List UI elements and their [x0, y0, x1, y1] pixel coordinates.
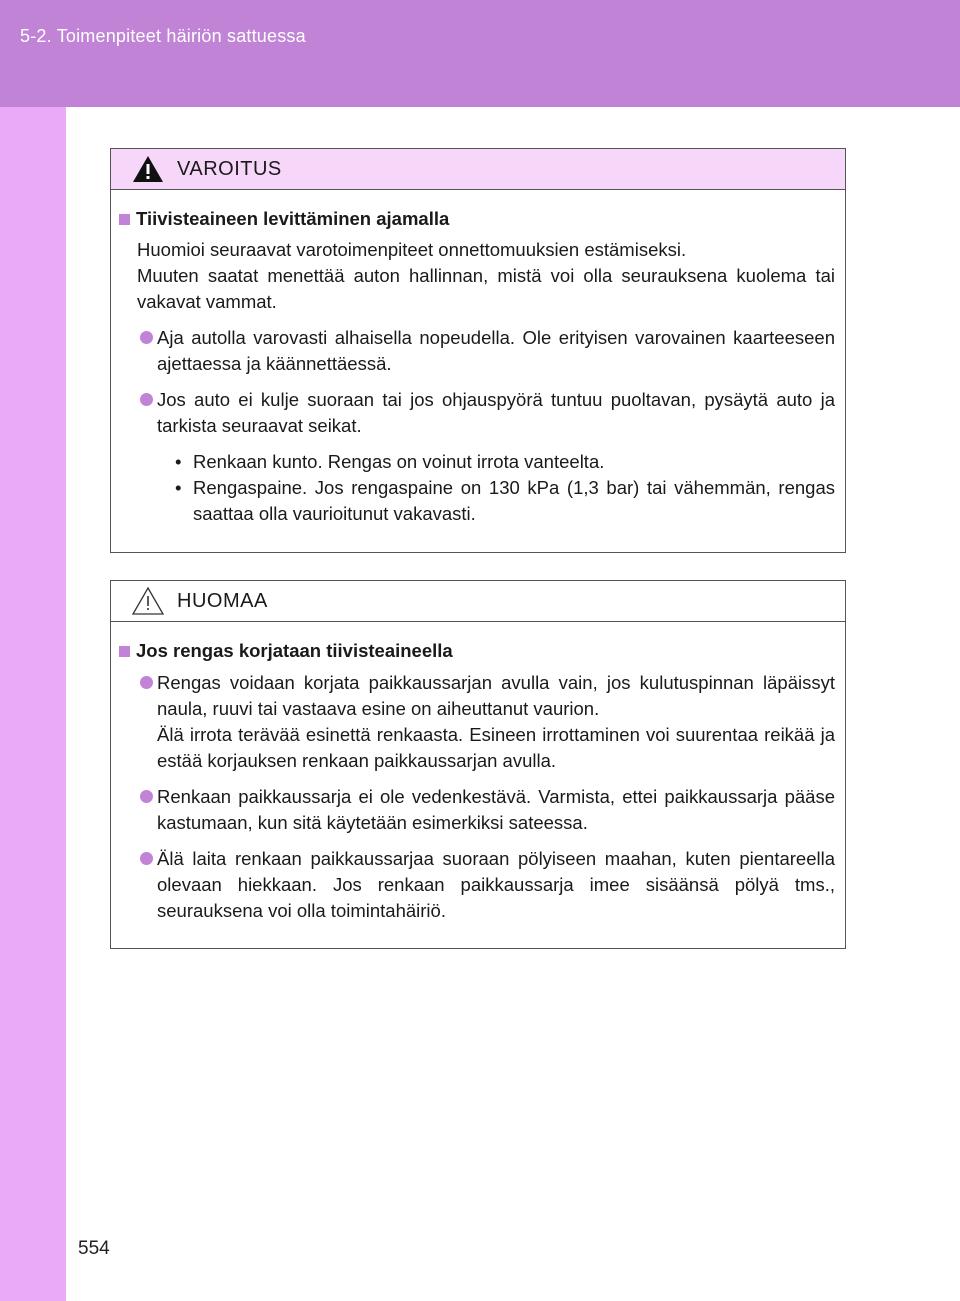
section-title: 5-2. Toimenpiteet häiriön sattuessa	[20, 26, 306, 46]
header-band	[0, 0, 960, 107]
notice-bullet	[119, 846, 835, 924]
round-bullet-icon	[140, 331, 153, 344]
warning-bullet-text: Aja autolla varovasti alhaisella nopeudella. Ole erityisen varovainen kaarteeseen ajettaessa ja käännettäessä.	[157, 327, 835, 374]
notice-title-text: Jos rengas korjataan tiivisteaineella	[136, 640, 453, 661]
sub-bullet-icon: •	[175, 451, 182, 472]
notice-bullet	[119, 784, 835, 836]
warning-title-text: Tiivisteaineen levittäminen ajamalla	[136, 208, 450, 229]
page-number: 554	[78, 1238, 110, 1259]
notice-bullet-text: Rengas voidaan korjata paikkaussarjan avulla vain, jos kulutuspinnan läpäissyt naula, ruuvi tai vastaava esine on aiheuttanut vaurion.	[157, 672, 835, 719]
side-band	[0, 107, 66, 1301]
warning-bullet-text: Jos auto ei kulje suoraan tai jos ohjauspyörä tuntuu puoltavan, pysäytä auto ja tarkista seuraavat seikat.	[157, 389, 835, 436]
caution-triangle-outline-icon	[131, 586, 165, 616]
notice-bullet-text: Renkaan paikkaussarja ei ole vedenkestävä. Varmista, ettei paikkaussarja pääse kastumaan, kun sitä käytetään esimerkiksi sateessa.	[157, 786, 835, 833]
warning-sub-list	[119, 449, 835, 527]
warning-box	[110, 148, 846, 553]
warning-intro-line-1: Huomioi seuraavat varotoimenpiteet onnettomuuksien estämiseksi.	[137, 239, 687, 260]
warning-bullet	[119, 325, 835, 377]
notice-box	[110, 580, 846, 949]
round-bullet-icon	[140, 852, 153, 865]
warning-section-title	[119, 206, 835, 232]
round-bullet-icon	[140, 393, 153, 406]
notice-bullet	[119, 670, 835, 774]
warning-bullet	[119, 387, 835, 439]
sub-list-item	[175, 475, 835, 527]
sub-item-text: Renkaan kunto. Rengas on voinut irrota vanteelta.	[193, 451, 605, 472]
warning-header	[111, 149, 845, 190]
notice-header	[111, 581, 845, 622]
square-bullet-icon	[119, 214, 130, 225]
notice-body	[111, 622, 845, 924]
notice-bullet-text: Älä irrota terävää esinettä renkaasta. Esineen irrottaminen voi suurentaa reikää ja estää korjauksen renkaan paikkaussarjan avulla.	[157, 724, 835, 771]
round-bullet-icon	[140, 676, 153, 689]
notice-section-title	[119, 638, 835, 664]
sub-list-item	[175, 449, 835, 475]
warning-intro-line-2: Muuten saatat menettää auton hallinnan, mistä voi olla seurauksena kuolema tai vakavat vammat.	[137, 265, 835, 312]
warning-body	[111, 190, 845, 527]
notice-label: HUOMAA	[177, 589, 268, 612]
sub-bullet-icon: •	[175, 477, 182, 498]
sub-item-text: Rengaspaine. Jos rengaspaine on 130 kPa (1,3 bar) tai vähemmän, rengas saattaa olla vaurioitunut vakavasti.	[193, 477, 835, 524]
warning-label: VAROITUS	[177, 157, 282, 180]
warning-triangle-icon	[131, 154, 165, 184]
warning-intro	[119, 237, 835, 315]
square-bullet-icon	[119, 646, 130, 657]
notice-bullet-text: Älä laita renkaan paikkaussarjaa suoraan pölyiseen maahan, kuten pientareella olevaan hiekkaan. Jos renkaan paikkaussarja imee sisäänsä pölyä tms., seurauksena voi olla toimintahäiriö.	[157, 848, 835, 921]
round-bullet-icon	[140, 790, 153, 803]
